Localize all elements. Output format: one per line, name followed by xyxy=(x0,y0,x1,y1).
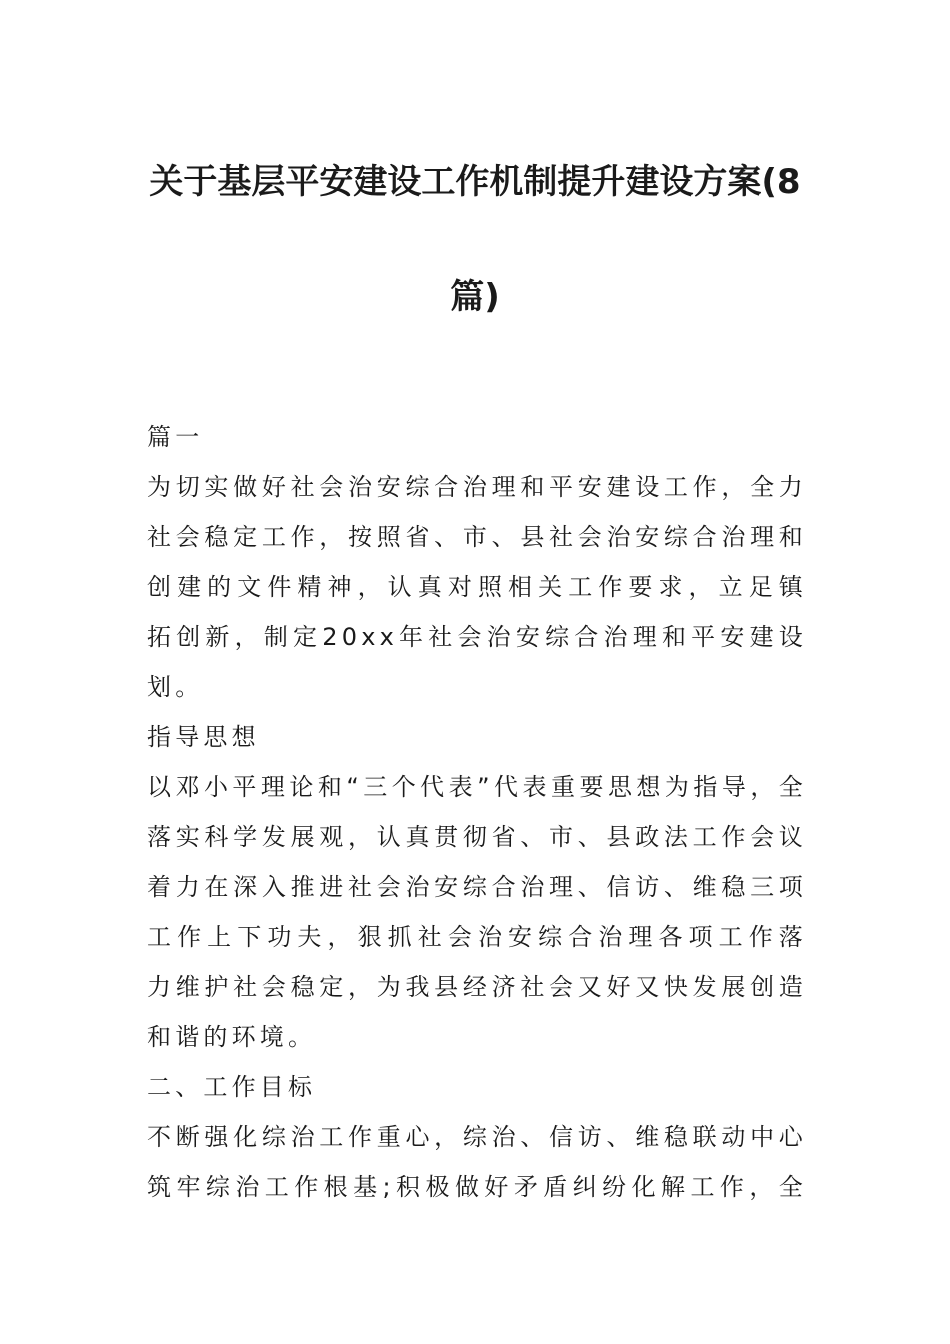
paragraph-line: 划。 xyxy=(147,673,204,701)
section-heading-work-goals: 二、工作目标 xyxy=(147,1073,317,1101)
paragraph-line: 落实科学发展观，认真贯彻省、市、县政法工作会议 xyxy=(147,823,807,851)
section-heading-guiding-thought: 指导思想 xyxy=(147,723,260,751)
paragraph-line: 和谐的环境。 xyxy=(147,1023,317,1051)
paragraph-line: 筑牢综治工作根基;积极做好矛盾纠纷化解工作，全 xyxy=(147,1173,807,1201)
paragraph-line: 社会稳定工作，按照省、市、县社会治安综合治理和 xyxy=(147,523,807,551)
paragraph-line: 为切实做好社会治安综合治理和平安建设工作，全力 xyxy=(147,473,807,501)
document-title-line-2: 篇) xyxy=(450,277,500,317)
section-heading-part-one: 篇一 xyxy=(147,423,204,451)
paragraph-line: 力维护社会稳定，为我县经济社会又好又快发展创造 xyxy=(147,973,807,1001)
paragraph-line: 拓创新，制定20xx年社会治安综合治理和平安建设 xyxy=(147,623,807,651)
paragraph-line: 着力在深入推进社会治安综合治理、信访、维稳三项 xyxy=(147,873,807,901)
paragraph-line: 工作上下功夫，狠抓社会治安综合治理各项工作落 xyxy=(147,923,807,951)
document-title-line-1: 关于基层平安建设工作机制提升建设方案(8 xyxy=(149,162,801,202)
paragraph-line: 以邓小平理论和“三个代表”代表重要思想为指导，全 xyxy=(147,773,807,801)
paragraph-line: 创建的文件精神，认真对照相关工作要求，立足镇 xyxy=(147,573,807,601)
paragraph-line: 不断强化综治工作重心，综治、信访、维稳联动中心 xyxy=(147,1123,807,1151)
document-body xyxy=(147,412,807,1212)
